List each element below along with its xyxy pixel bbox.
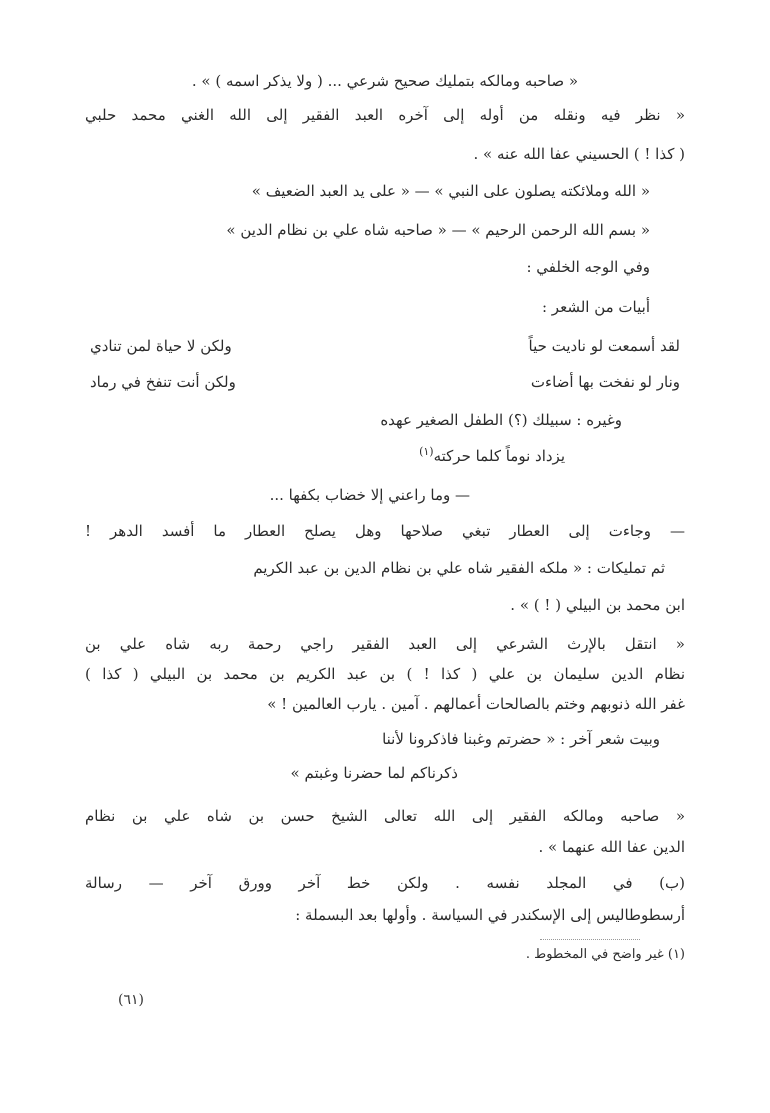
text-line: « صاحبه ومالكه بتمليك صحيح شرعي ... ( ولا يذكر اسمه ) » . [191, 72, 578, 90]
text-line: أبيات من الشعر : [541, 298, 650, 316]
poem-hemistich: ولكن لا حياة لمن تنادي [90, 337, 232, 355]
text-line: (ب) في المجلد نفسه . ولكن خط آخر وورق آخر — رسالة [85, 874, 685, 892]
text-line: ابن محمد بن البيلي ( ! ) » . [510, 596, 685, 614]
poem-hemistich: ولكن أنت تنفخ في رماد [90, 373, 236, 391]
text-line: أرسطوطاليس إلى الإسكندر في السياسة . وأولها بعد البسملة : [295, 906, 685, 924]
footnote-separator [540, 939, 640, 940]
text-line: « انتقل بالإرث الشرعي إلى العبد الفقير راجي رحمة ربه شاه علي بن [85, 635, 685, 653]
text-line: « الله وملائكته يصلون على النبي » — « على يد العبد الضعيف » [251, 182, 650, 200]
text-line: وفي الوجه الخلفي : [526, 258, 650, 276]
text-line: — وما راعني إلا خضاب بكفها ... [269, 486, 470, 504]
text-line: « صاحبه ومالكه الفقير إلى الله تعالى الشيخ حسن بن شاه علي بن نظام [85, 807, 685, 825]
text-line: ثم تمليكات : « ملكه الفقير شاه علي بن نظام الدين بن عبد الكريم [253, 559, 665, 577]
text-line: ذكرناكم لما حضرنا وغبتم » [290, 764, 458, 782]
text-line: نظام الدين سليمان بن علي ( كذا ! ) بن عبد الكريم بن محمد بن البيلي ( كذا ) [85, 665, 685, 683]
text-line: « بسم الله الرحمن الرحيم » — « صاحبه شاه علي بن نظام الدين » [226, 221, 650, 239]
poem-hemistich: لقد أسمعت لو ناديت حياً [528, 337, 680, 355]
text-line: الدين عفا الله عنهما » . [538, 838, 685, 856]
text-line: ( كذا ! ) الحسيني عفا الله عنه » . [473, 145, 685, 163]
footnote: (١) غير واضح في المخطوط . [525, 947, 685, 962]
poem-verse [90, 335, 680, 357]
footnote-marker: (١) [419, 445, 434, 458]
text-line: « نظر فيه ونقله من أوله إلى آخره العبد الفقير إلى الله الغني محمد حلبي [85, 106, 685, 124]
text-line: يزداد نوماً كلما حركته$^{(١)}$ [419, 445, 565, 465]
poem-hemistich: ونار لو نفخت بها أضاءت [530, 373, 680, 391]
page-number: (٦١) [118, 992, 144, 1008]
text-line: غفر الله ذنوبهم وختم بالصالحات أعمالهم . آمين . يارب العالمين ! » [267, 695, 685, 713]
poem-verse [90, 371, 680, 393]
text-line: وغيره : سبيلك (؟) الطفل الصغير عهده [380, 411, 622, 429]
text-line: وبيت شعر آخر : « حضرتم وغبنا فاذكرونا لأننا [382, 730, 660, 748]
text-line: — وجاءت إلى العطار تبغي صلاحها وهل يصلح العطار ما أفسد الدهر ! [85, 522, 685, 540]
